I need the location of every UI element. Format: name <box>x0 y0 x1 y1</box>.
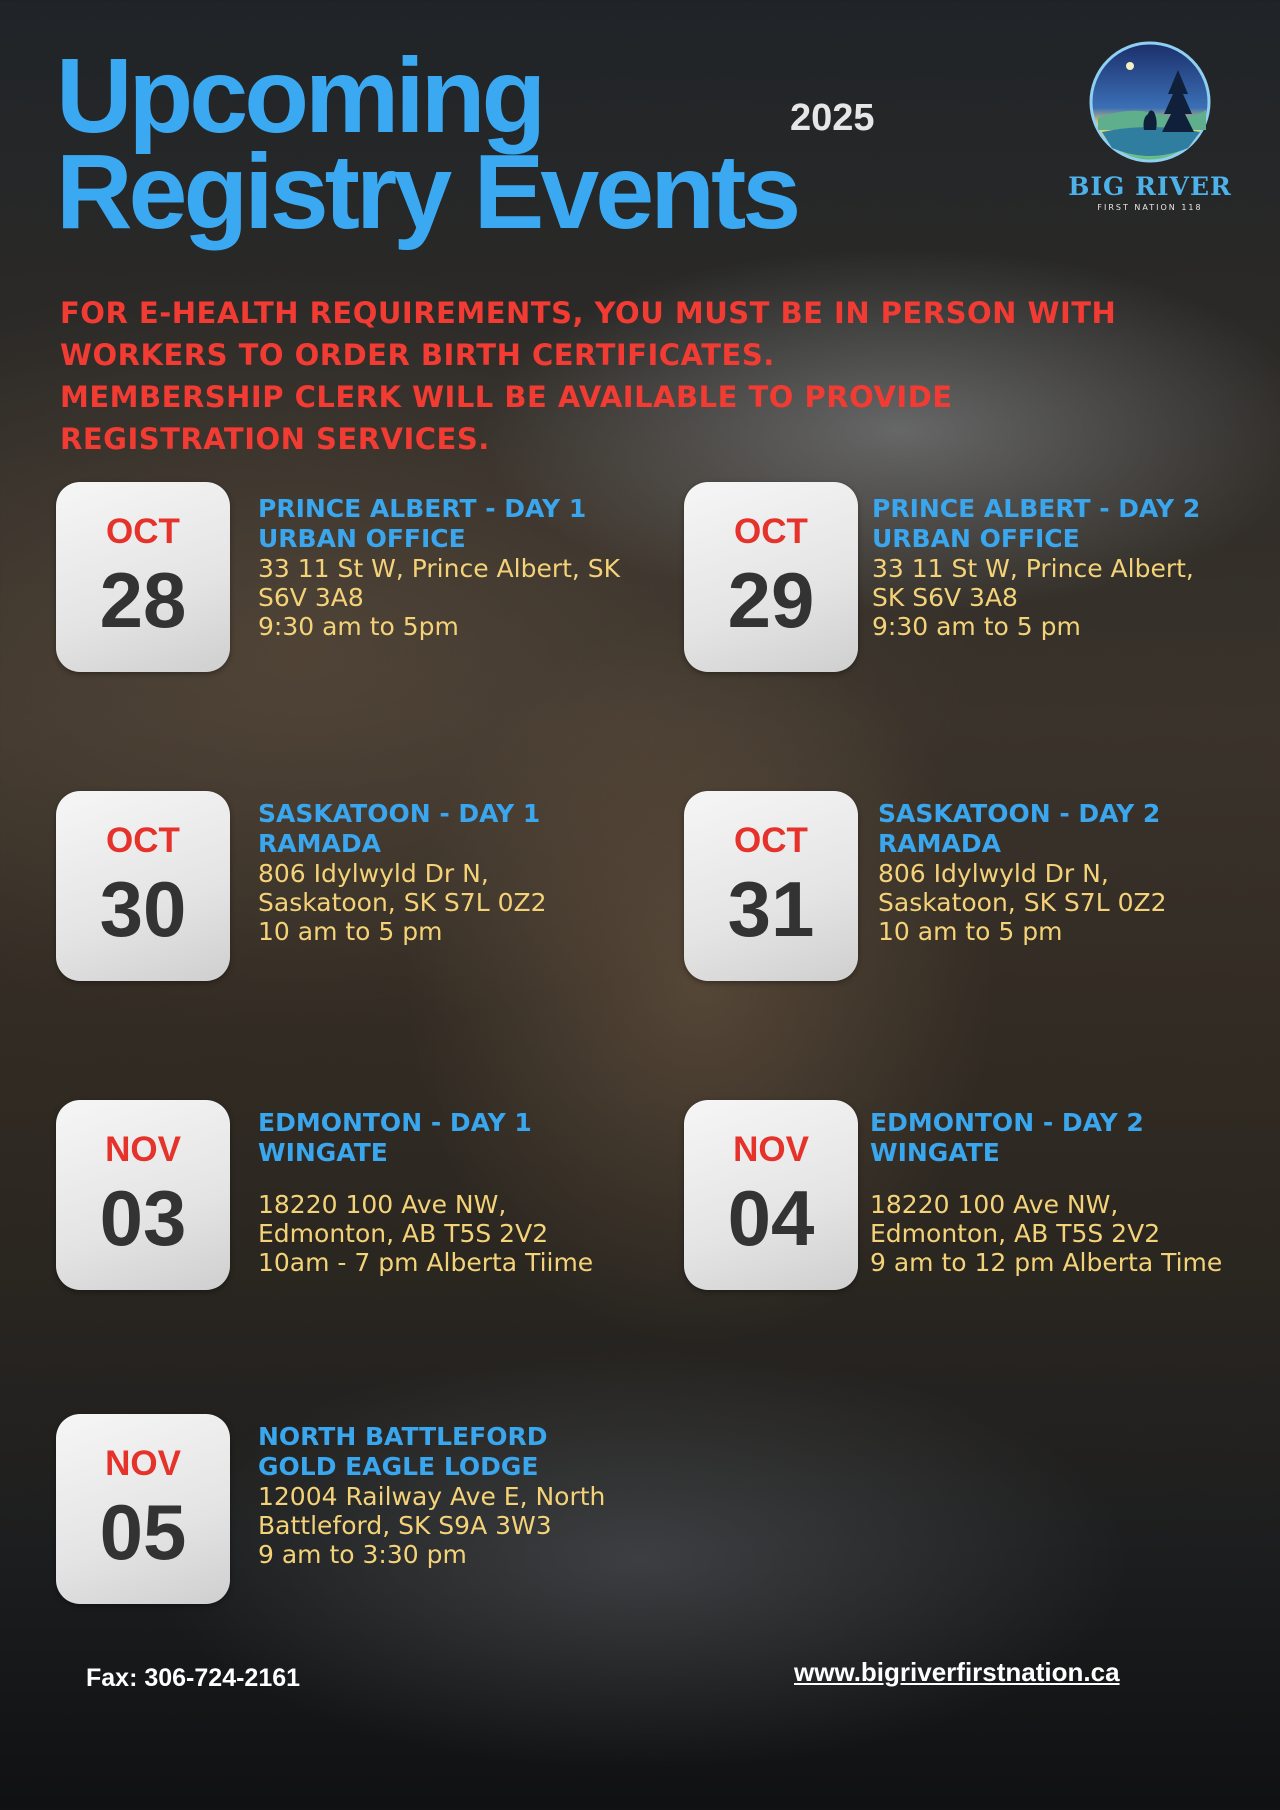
website-link[interactable]: www.bigriverfirstnation.ca <box>794 1657 1120 1687</box>
event-day: 05 <box>99 1488 187 1576</box>
date-badge <box>684 1100 858 1290</box>
date-badge <box>684 791 858 981</box>
date-badge <box>56 1414 230 1604</box>
title-line-1: Upcoming <box>56 37 543 155</box>
event-day: 28 <box>99 556 187 644</box>
event-day: 04 <box>727 1174 815 1262</box>
requirements-notice <box>60 292 1210 460</box>
title-line-2: Registry Events <box>56 133 798 251</box>
date-badge <box>56 482 230 672</box>
logo-subtitle: FIRST NATION 118 <box>1097 203 1203 212</box>
event-address: SK S6V 3A8 <box>872 583 1018 612</box>
event-month: NOV <box>105 1444 181 1483</box>
event-address: 33 11 St W, Prince Albert, <box>872 554 1194 583</box>
event-hours: 10am - 7 pm Alberta Tiime <box>258 1248 594 1277</box>
event-details <box>258 1108 698 1277</box>
event-hours: 9 am to 3:30 pm <box>258 1540 467 1569</box>
event-address: Saskatoon, SK S7L 0Z2 <box>878 888 1167 917</box>
notice-line: WORKERS TO ORDER BIRTH CERTIFICATES. <box>60 338 775 372</box>
event-day: 30 <box>99 865 187 953</box>
event-day: 31 <box>727 865 815 953</box>
event-hours: 10 am to 5 pm <box>258 917 443 946</box>
event-month: OCT <box>734 512 808 551</box>
notice-line: MEMBERSHIP CLERK WILL BE AVAILABLE TO PROVIDE <box>60 380 953 414</box>
event-month: OCT <box>106 821 180 860</box>
event-venue: URBAN OFFICE <box>258 524 466 553</box>
date-badge <box>56 791 230 981</box>
event-venue: GOLD EAGLE LODGE <box>258 1452 539 1481</box>
event-details <box>258 799 698 946</box>
date-badge <box>56 1100 230 1290</box>
event-address: 18220 100 Ave NW, <box>258 1190 507 1219</box>
event-title: NORTH BATTLEFORD <box>258 1422 548 1451</box>
landscape-emblem-icon <box>1088 40 1212 164</box>
event-address: 18220 100 Ave NW, <box>870 1190 1119 1219</box>
event-details <box>872 494 1280 641</box>
event-address: 806 Idylwyld Dr N, <box>878 859 1109 888</box>
logo-name: BIG RIVER <box>1068 172 1232 201</box>
event-venue: WINGATE <box>870 1138 1000 1167</box>
event-venue: RAMADA <box>878 829 1001 858</box>
event-address: 33 11 St W, Prince Albert, SK <box>258 554 621 583</box>
event-title: PRINCE ALBERT - DAY 2 <box>872 494 1201 523</box>
notice-line: REGISTRATION SERVICES. <box>60 422 490 456</box>
event-month: OCT <box>106 512 180 551</box>
event-day: 03 <box>99 1174 187 1262</box>
event-venue: RAMADA <box>258 829 381 858</box>
event-venue: URBAN OFFICE <box>872 524 1080 553</box>
event-title: EDMONTON - DAY 1 <box>258 1108 532 1137</box>
event-address: S6V 3A8 <box>258 583 364 612</box>
event-address: Battleford, SK S9A 3W3 <box>258 1511 552 1540</box>
event-address: 12004 Railway Ave E, North <box>258 1482 606 1511</box>
event-title: SASKATOON - DAY 2 <box>878 799 1161 828</box>
event-address: Edmonton, AB T5S 2V2 <box>258 1219 549 1248</box>
event-details <box>870 1108 1270 1277</box>
event-hours: 9:30 am to 5pm <box>258 612 459 641</box>
event-details <box>258 1422 698 1569</box>
event-hours: 9:30 am to 5 pm <box>872 612 1081 641</box>
event-address: 806 Idylwyld Dr N, <box>258 859 489 888</box>
date-badge <box>684 482 858 672</box>
event-title: SASKATOON - DAY 1 <box>258 799 541 828</box>
event-hours: 9 am to 12 pm Alberta Time <box>870 1248 1223 1277</box>
fax-number: Fax: 306-724-2161 <box>86 1664 301 1692</box>
event-title: EDMONTON - DAY 2 <box>870 1108 1144 1137</box>
event-month: NOV <box>733 1130 809 1169</box>
big-river-logo <box>1060 40 1240 212</box>
event-details <box>878 799 1280 946</box>
event-venue: WINGATE <box>258 1138 388 1167</box>
event-hours: 10 am to 5 pm <box>878 917 1063 946</box>
event-month: NOV <box>105 1130 181 1169</box>
event-title: PRINCE ALBERT - DAY 1 <box>258 494 587 523</box>
event-details <box>258 494 698 641</box>
event-day: 29 <box>727 556 815 644</box>
year-label: 2025 <box>790 97 875 139</box>
event-month: OCT <box>734 821 808 860</box>
notice-line: FOR E-HEALTH REQUIREMENTS, YOU MUST BE IN PERSON WITH <box>60 296 1117 330</box>
event-address: Edmonton, AB T5S 2V2 <box>870 1219 1161 1248</box>
event-address: Saskatoon, SK S7L 0Z2 <box>258 888 547 917</box>
page-title <box>56 37 798 251</box>
